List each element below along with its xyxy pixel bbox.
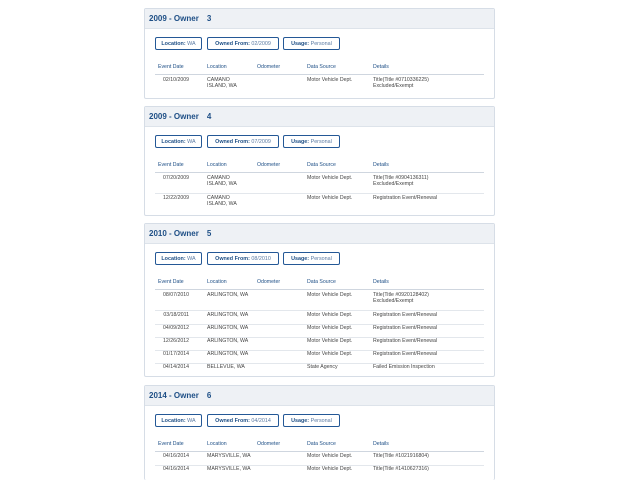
owned-from-pill[interactable]: Owned From: 04/2014	[207, 414, 279, 427]
table-row: 12/26/2012 ARLINGTON, WA Motor Vehicle Dept. Registration Event/Renewal	[155, 338, 484, 351]
owner-card-header	[145, 107, 494, 127]
owner-title: 2009 - Owner	[149, 112, 199, 121]
owner-number: 3	[206, 14, 212, 23]
events-table-header: Event Date Location Odometer Data Source Details	[155, 279, 484, 290]
owner-number: 4	[206, 112, 212, 121]
usage-pill[interactable]: Usage: Personal	[283, 37, 340, 50]
owned-from-pill[interactable]: Owned From: 07/2009	[207, 135, 279, 148]
location-pill[interactable]: Location: WA	[155, 135, 202, 148]
owned-from-pill[interactable]: Owned From: 02/2009	[207, 37, 279, 50]
table-row: 01/17/2014 ARLINGTON, WA Motor Vehicle Dept. Registration Event/Renewal	[155, 351, 484, 364]
owner-number: 6	[206, 391, 212, 400]
owner-number: 5	[206, 229, 212, 238]
table-row: 04/16/2014 MARYSVILLE, WA Motor Vehicle Dept. Title(Title #1021916804)	[155, 453, 484, 466]
location-pill[interactable]: Location: WA	[155, 414, 202, 427]
owner-card	[144, 223, 495, 377]
owner-title: 2010 - Owner	[149, 229, 199, 238]
owner-card	[144, 385, 495, 480]
location-pill[interactable]: Location: WA	[155, 37, 202, 50]
owned-from-pill[interactable]: Owned From: 08/2010	[207, 252, 279, 265]
owner-card-header	[145, 224, 494, 244]
table-row: 02/10/2009 CAMANO ISLAND, WA Motor Vehicle Dept. Title(Title #0710336225) Excluded/Exempt	[163, 77, 429, 89]
table-row: 07/20/2009 CAMANO ISLAND, WA Motor Vehicle Dept. Title(Title #0904136311) Excluded/Exempt	[155, 175, 484, 194]
table-row: 03/18/2011 ARLINGTON, WA Motor Vehicle Dept. Registration Event/Renewal	[155, 312, 484, 325]
usage-pill[interactable]: Usage: Personal	[283, 252, 340, 265]
events-table-header: Event Date Location Odometer Data Source Details	[155, 64, 484, 75]
table-row: 04/16/2014 MARYSVILLE, WA Motor Vehicle Dept. Title(Title #1410627316)	[163, 466, 429, 472]
owner-card-header	[145, 9, 494, 29]
table-row: 12/22/2009 CAMANO ISLAND, WA Motor Vehicle Dept. Registration Event/Renewal	[163, 195, 438, 207]
location-pill[interactable]: Location: WA	[155, 252, 202, 265]
table-row: 04/09/2012 ARLINGTON, WA Motor Vehicle Dept. Registration Event/Renewal	[155, 325, 484, 338]
owner-card	[144, 106, 495, 216]
owner-card	[144, 8, 495, 99]
owner-title: 2009 - Owner	[149, 14, 199, 23]
table-row: 08/07/2010 ARLINGTON, WA Motor Vehicle Dept. Title(Title #0920128402) Excluded/Exempt	[155, 292, 484, 311]
events-table-header: Event Date Location Odometer Data Source Details	[155, 162, 484, 173]
table-row: 04/14/2014 BELLEVUE, WA State Agency Failed Emission Inspection	[163, 364, 435, 370]
usage-pill[interactable]: Usage: Personal	[283, 135, 340, 148]
usage-pill[interactable]: Usage: Personal	[283, 414, 340, 427]
events-table-header: Event Date Location Odometer Data Source Details	[155, 441, 484, 452]
owner-title: 2014 - Owner	[149, 391, 199, 400]
owner-card-header	[145, 386, 494, 406]
